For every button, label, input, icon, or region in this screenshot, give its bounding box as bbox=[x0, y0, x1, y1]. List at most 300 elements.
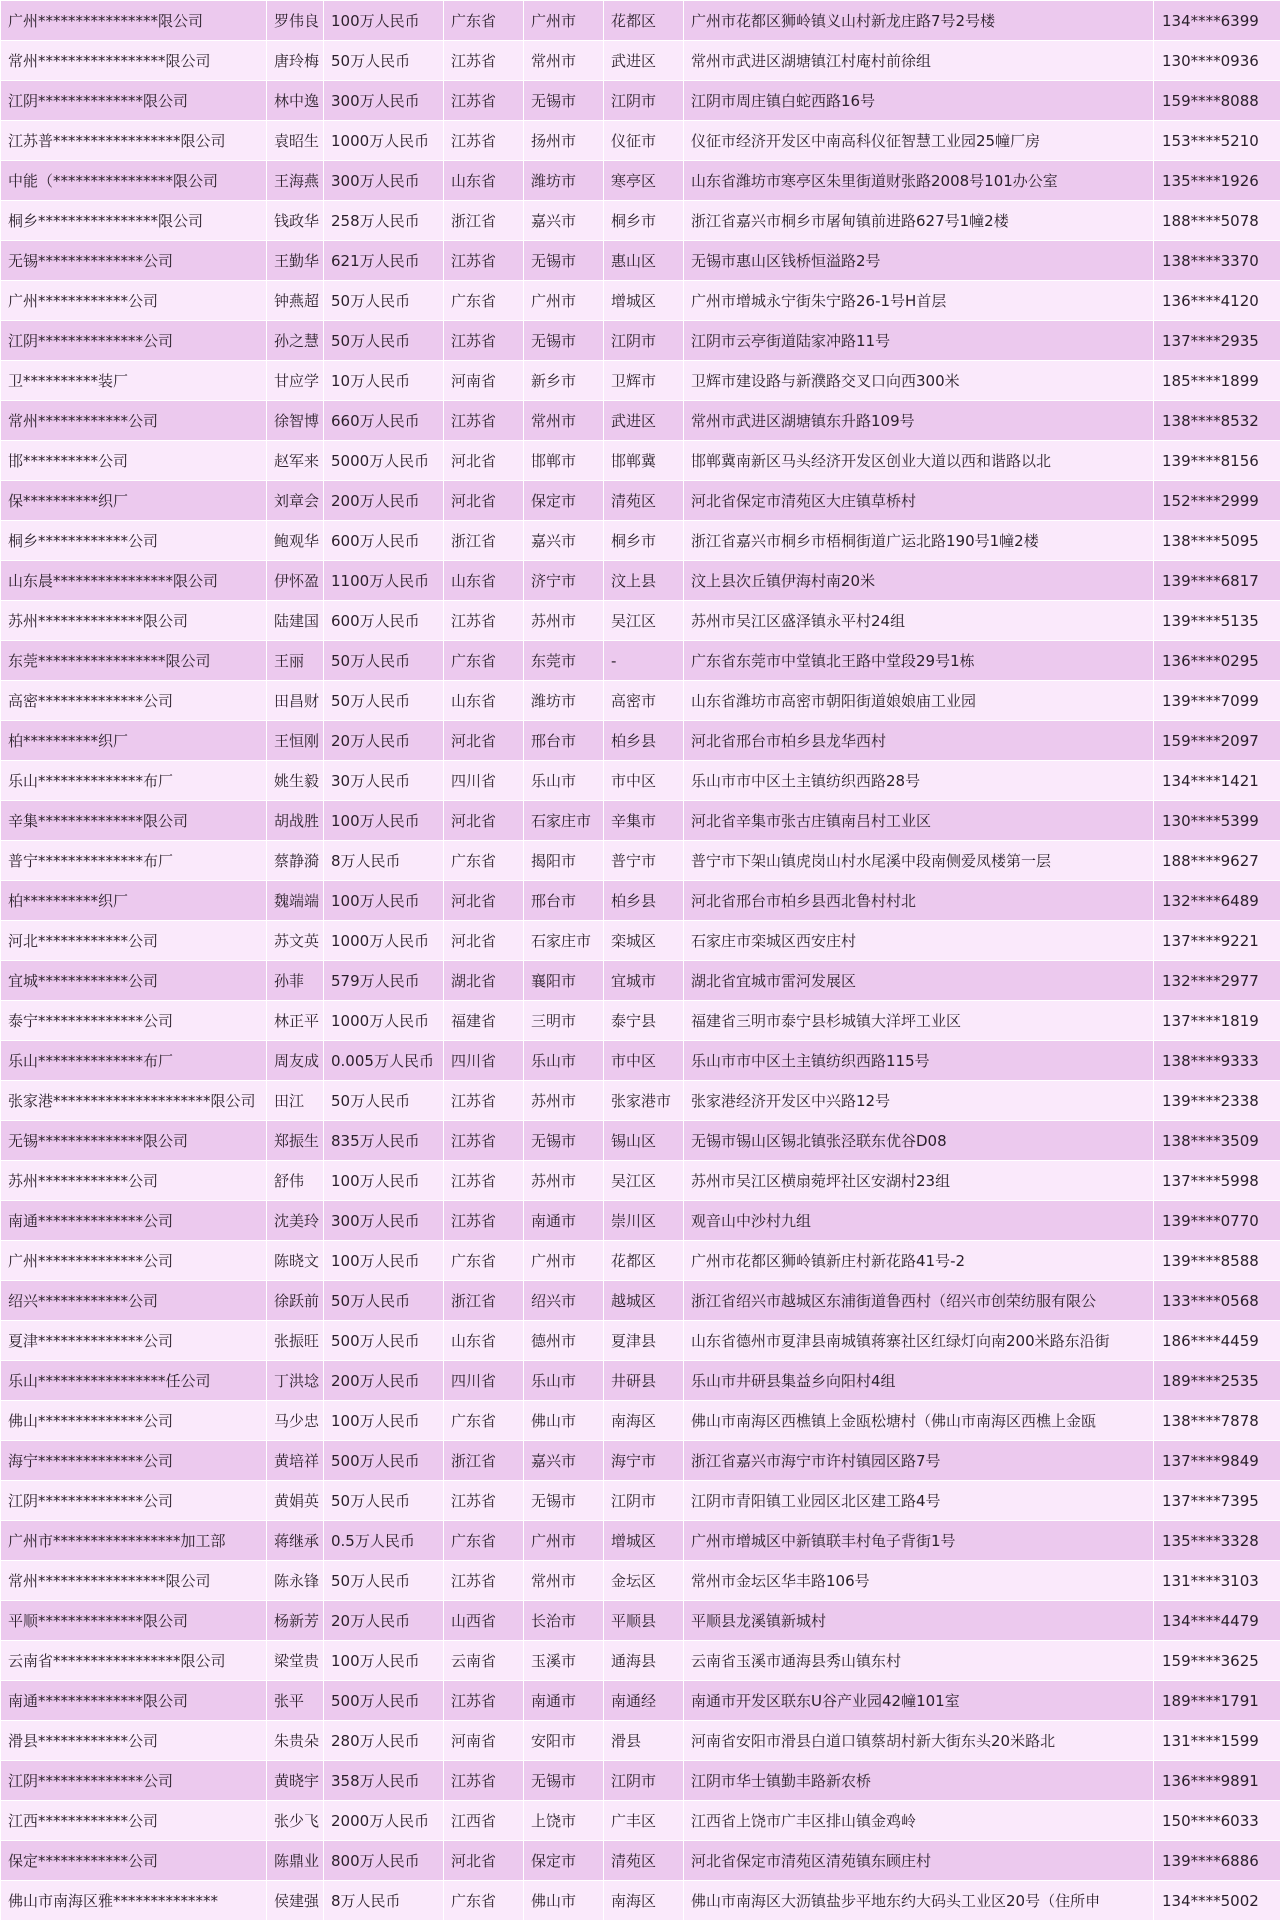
province-cell: 江苏省 bbox=[444, 1761, 524, 1801]
city-cell: 绍兴市 bbox=[524, 1281, 604, 1321]
table-row bbox=[1, 1761, 1280, 1801]
province-cell: 广东省 bbox=[444, 1881, 524, 1921]
phone-cell: 137****5998 bbox=[1154, 1161, 1280, 1201]
registered-capital-cell: 280万人民币 bbox=[324, 1721, 444, 1761]
legal-rep-cell: 孙之慧 bbox=[267, 321, 324, 361]
phone-cell: 130****0936 bbox=[1154, 41, 1280, 81]
table-row bbox=[1, 641, 1280, 681]
legal-rep-cell: 罗伟良 bbox=[267, 1, 324, 41]
address-cell: 河南省安阳市滑县白道口镇蔡胡村新大街东头20米路北 bbox=[684, 1721, 1154, 1761]
address-cell: 广东省东莞市中堂镇北王路中堂段29号1栋 bbox=[684, 641, 1154, 681]
province-cell: 浙江省 bbox=[444, 521, 524, 561]
registered-capital-cell: 600万人民币 bbox=[324, 601, 444, 641]
city-cell: 长治市 bbox=[524, 1601, 604, 1641]
legal-rep-cell: 田昌财 bbox=[267, 681, 324, 721]
table-row bbox=[1, 1201, 1280, 1241]
city-cell: 常州市 bbox=[524, 1561, 604, 1601]
address-cell: 佛山市南海区西樵镇上金瓯松塘村（佛山市南海区西樵上金瓯 bbox=[684, 1401, 1154, 1441]
address-cell: 观音山中沙村九组 bbox=[684, 1201, 1154, 1241]
legal-rep-cell: 朱贵朵 bbox=[267, 1721, 324, 1761]
table-row bbox=[1, 521, 1280, 561]
legal-rep-cell: 徐智博 bbox=[267, 401, 324, 441]
registered-capital-cell: 300万人民币 bbox=[324, 161, 444, 201]
province-cell: 河北省 bbox=[444, 481, 524, 521]
phone-cell: 159****2097 bbox=[1154, 721, 1280, 761]
phone-cell: 188****9627 bbox=[1154, 841, 1280, 881]
phone-cell: 189****2535 bbox=[1154, 1361, 1280, 1401]
company-name-cell: 无锡**************公司 bbox=[1, 241, 267, 281]
province-cell: 河北省 bbox=[444, 881, 524, 921]
legal-rep-cell: 杨新芳 bbox=[267, 1601, 324, 1641]
address-cell: 云南省玉溪市通海县秀山镇东村 bbox=[684, 1641, 1154, 1681]
phone-cell: 132****2977 bbox=[1154, 961, 1280, 1001]
company-name-cell: 广州**************公司 bbox=[1, 1241, 267, 1281]
city-cell: 无锡市 bbox=[524, 1481, 604, 1521]
registered-capital-cell: 100万人民币 bbox=[324, 881, 444, 921]
province-cell: 广东省 bbox=[444, 281, 524, 321]
district-cell: 普宁市 bbox=[604, 841, 684, 881]
registered-capital-cell: 300万人民币 bbox=[324, 1201, 444, 1241]
company-name-cell: 乐山**************布厂 bbox=[1, 761, 267, 801]
company-name-cell: 乐山*****************任公司 bbox=[1, 1361, 267, 1401]
province-cell: 江苏省 bbox=[444, 1081, 524, 1121]
province-cell: 河北省 bbox=[444, 1841, 524, 1881]
city-cell: 德州市 bbox=[524, 1321, 604, 1361]
legal-rep-cell: 伊怀盈 bbox=[267, 561, 324, 601]
address-cell: 张家港经济开发区中兴路12号 bbox=[684, 1081, 1154, 1121]
registered-capital-cell: 20万人民币 bbox=[324, 1601, 444, 1641]
company-name-cell: 夏津**************公司 bbox=[1, 1321, 267, 1361]
company-name-cell: 保**********织厂 bbox=[1, 481, 267, 521]
phone-cell: 139****8588 bbox=[1154, 1241, 1280, 1281]
registered-capital-cell: 358万人民币 bbox=[324, 1761, 444, 1801]
city-cell: 苏州市 bbox=[524, 601, 604, 641]
registered-capital-cell: 100万人民币 bbox=[324, 1, 444, 41]
registered-capital-cell: 5000万人民币 bbox=[324, 441, 444, 481]
phone-cell: 131****3103 bbox=[1154, 1561, 1280, 1601]
table-row bbox=[1, 1361, 1280, 1401]
registered-capital-cell: 200万人民币 bbox=[324, 1361, 444, 1401]
district-cell: 金坛区 bbox=[604, 1561, 684, 1601]
phone-cell: 130****5399 bbox=[1154, 801, 1280, 841]
company-name-cell: 保定************公司 bbox=[1, 1841, 267, 1881]
city-cell: 无锡市 bbox=[524, 321, 604, 361]
company-name-cell: 中能（****************限公司 bbox=[1, 161, 267, 201]
address-cell: 无锡市惠山区钱桥恒溢路2号 bbox=[684, 241, 1154, 281]
district-cell: - bbox=[604, 641, 684, 681]
province-cell: 江苏省 bbox=[444, 601, 524, 641]
legal-rep-cell: 钟燕超 bbox=[267, 281, 324, 321]
table-row bbox=[1, 961, 1280, 1001]
city-cell: 南通市 bbox=[524, 1681, 604, 1721]
phone-cell: 188****5078 bbox=[1154, 201, 1280, 241]
phone-cell: 134****1421 bbox=[1154, 761, 1280, 801]
city-cell: 济宁市 bbox=[524, 561, 604, 601]
address-cell: 浙江省嘉兴市桐乡市梧桐街道广运北路190号1幢2楼 bbox=[684, 521, 1154, 561]
legal-rep-cell: 孙菲 bbox=[267, 961, 324, 1001]
phone-cell: 139****0770 bbox=[1154, 1201, 1280, 1241]
company-name-cell: 江阴**************公司 bbox=[1, 1761, 267, 1801]
legal-rep-cell: 陈永锋 bbox=[267, 1561, 324, 1601]
company-name-cell: 江苏普*****************限公司 bbox=[1, 121, 267, 161]
city-cell: 乐山市 bbox=[524, 1361, 604, 1401]
legal-rep-cell: 沈美玲 bbox=[267, 1201, 324, 1241]
registered-capital-cell: 579万人民币 bbox=[324, 961, 444, 1001]
legal-rep-cell: 黄培祥 bbox=[267, 1441, 324, 1481]
city-cell: 邯郸市 bbox=[524, 441, 604, 481]
phone-cell: 136****0295 bbox=[1154, 641, 1280, 681]
registered-capital-cell: 50万人民币 bbox=[324, 681, 444, 721]
district-cell: 吴江区 bbox=[604, 601, 684, 641]
registered-capital-cell: 300万人民币 bbox=[324, 81, 444, 121]
district-cell: 惠山区 bbox=[604, 241, 684, 281]
table-row bbox=[1, 441, 1280, 481]
city-cell: 无锡市 bbox=[524, 1761, 604, 1801]
district-cell: 越城区 bbox=[604, 1281, 684, 1321]
address-cell: 河北省邢台市柏乡县龙华西村 bbox=[684, 721, 1154, 761]
company-name-cell: 广州************公司 bbox=[1, 281, 267, 321]
city-cell: 嘉兴市 bbox=[524, 201, 604, 241]
company-name-cell: 平顺**************限公司 bbox=[1, 1601, 267, 1641]
table-row bbox=[1, 921, 1280, 961]
province-cell: 河南省 bbox=[444, 361, 524, 401]
table-row bbox=[1, 1881, 1280, 1921]
city-cell: 上饶市 bbox=[524, 1801, 604, 1841]
province-cell: 江苏省 bbox=[444, 1201, 524, 1241]
legal-rep-cell: 张振旺 bbox=[267, 1321, 324, 1361]
registered-capital-cell: 0.005万人民币 bbox=[324, 1041, 444, 1081]
registered-capital-cell: 50万人民币 bbox=[324, 1281, 444, 1321]
table-row bbox=[1, 1561, 1280, 1601]
registered-capital-cell: 600万人民币 bbox=[324, 521, 444, 561]
province-cell: 河北省 bbox=[444, 921, 524, 961]
district-cell: 崇川区 bbox=[604, 1201, 684, 1241]
district-cell: 南通经 bbox=[604, 1681, 684, 1721]
province-cell: 江苏省 bbox=[444, 1121, 524, 1161]
phone-cell: 137****2935 bbox=[1154, 321, 1280, 361]
district-cell: 江阴市 bbox=[604, 1761, 684, 1801]
table-row bbox=[1, 561, 1280, 601]
registered-capital-cell: 50万人民币 bbox=[324, 41, 444, 81]
address-cell: 邯郸冀南新区马头经济开发区创业大道以西和谐路以北 bbox=[684, 441, 1154, 481]
address-cell: 广州市花都区狮岭镇义山村新龙庄路7号2号楼 bbox=[684, 1, 1154, 41]
legal-rep-cell: 丁洪埝 bbox=[267, 1361, 324, 1401]
table-row bbox=[1, 1241, 1280, 1281]
phone-cell: 138****8532 bbox=[1154, 401, 1280, 441]
city-cell: 玉溪市 bbox=[524, 1641, 604, 1681]
table-row bbox=[1, 761, 1280, 801]
company-name-cell: 常州*****************限公司 bbox=[1, 1561, 267, 1601]
table-row bbox=[1, 361, 1280, 401]
district-cell: 增城区 bbox=[604, 1521, 684, 1561]
phone-cell: 138****7878 bbox=[1154, 1401, 1280, 1441]
address-cell: 苏州市吴江区横扇菀坪社区安湖村23组 bbox=[684, 1161, 1154, 1201]
registered-capital-cell: 258万人民币 bbox=[324, 201, 444, 241]
province-cell: 广东省 bbox=[444, 841, 524, 881]
district-cell: 吴江区 bbox=[604, 1161, 684, 1201]
province-cell: 广东省 bbox=[444, 641, 524, 681]
district-cell: 广丰区 bbox=[604, 1801, 684, 1841]
district-cell: 汶上县 bbox=[604, 561, 684, 601]
address-cell: 山东省潍坊市高密市朝阳街道娘娘庙工业园 bbox=[684, 681, 1154, 721]
company-name-cell: 河北************公司 bbox=[1, 921, 267, 961]
registered-capital-cell: 2000万人民币 bbox=[324, 1801, 444, 1841]
phone-cell: 185****1899 bbox=[1154, 361, 1280, 401]
table-row bbox=[1, 1681, 1280, 1721]
district-cell: 南海区 bbox=[604, 1401, 684, 1441]
table-row bbox=[1, 1041, 1280, 1081]
province-cell: 福建省 bbox=[444, 1001, 524, 1041]
registered-capital-cell: 800万人民币 bbox=[324, 1841, 444, 1881]
table-row bbox=[1, 1401, 1280, 1441]
company-name-cell: 苏州**************限公司 bbox=[1, 601, 267, 641]
city-cell: 常州市 bbox=[524, 401, 604, 441]
registered-capital-cell: 30万人民币 bbox=[324, 761, 444, 801]
address-cell: 江阴市青阳镇工业园区北区建工路4号 bbox=[684, 1481, 1154, 1521]
registered-capital-cell: 500万人民币 bbox=[324, 1681, 444, 1721]
district-cell: 柏乡县 bbox=[604, 721, 684, 761]
province-cell: 江苏省 bbox=[444, 1161, 524, 1201]
company-name-cell: 辛集**************限公司 bbox=[1, 801, 267, 841]
registered-capital-cell: 10万人民币 bbox=[324, 361, 444, 401]
city-cell: 广州市 bbox=[524, 1521, 604, 1561]
registered-capital-cell: 50万人民币 bbox=[324, 281, 444, 321]
province-cell: 河北省 bbox=[444, 441, 524, 481]
address-cell: 河北省保定市清苑区大庄镇草桥村 bbox=[684, 481, 1154, 521]
legal-rep-cell: 王海燕 bbox=[267, 161, 324, 201]
phone-cell: 139****5135 bbox=[1154, 601, 1280, 641]
city-cell: 邢台市 bbox=[524, 721, 604, 761]
legal-rep-cell: 蒋继承 bbox=[267, 1521, 324, 1561]
legal-rep-cell: 甘应学 bbox=[267, 361, 324, 401]
province-cell: 广东省 bbox=[444, 1, 524, 41]
province-cell: 四川省 bbox=[444, 1361, 524, 1401]
phone-cell: 134****6399 bbox=[1154, 1, 1280, 41]
city-cell: 苏州市 bbox=[524, 1081, 604, 1121]
table-row bbox=[1, 481, 1280, 521]
province-cell: 山西省 bbox=[444, 1601, 524, 1641]
table-row bbox=[1, 241, 1280, 281]
table-row bbox=[1, 161, 1280, 201]
table-row bbox=[1, 1641, 1280, 1681]
city-cell: 佛山市 bbox=[524, 1881, 604, 1921]
district-cell: 辛集市 bbox=[604, 801, 684, 841]
company-name-cell: 江阴**************公司 bbox=[1, 1481, 267, 1521]
city-cell: 无锡市 bbox=[524, 1121, 604, 1161]
city-cell: 石家庄市 bbox=[524, 801, 604, 841]
company-name-cell: 山东晨****************限公司 bbox=[1, 561, 267, 601]
registered-capital-cell: 1000万人民币 bbox=[324, 121, 444, 161]
province-cell: 四川省 bbox=[444, 761, 524, 801]
phone-cell: 139****2338 bbox=[1154, 1081, 1280, 1121]
company-name-cell: 柏**********织厂 bbox=[1, 881, 267, 921]
phone-cell: 159****3625 bbox=[1154, 1641, 1280, 1681]
legal-rep-cell: 赵军来 bbox=[267, 441, 324, 481]
address-cell: 江阴市周庄镇白蛇西路16号 bbox=[684, 81, 1154, 121]
legal-rep-cell: 张少飞 bbox=[267, 1801, 324, 1841]
legal-rep-cell: 田江 bbox=[267, 1081, 324, 1121]
company-name-cell: 江阴**************公司 bbox=[1, 321, 267, 361]
phone-cell: 139****8156 bbox=[1154, 441, 1280, 481]
province-cell: 浙江省 bbox=[444, 201, 524, 241]
province-cell: 山东省 bbox=[444, 161, 524, 201]
legal-rep-cell: 陆建国 bbox=[267, 601, 324, 641]
city-cell: 东莞市 bbox=[524, 641, 604, 681]
province-cell: 江苏省 bbox=[444, 1481, 524, 1521]
table-row bbox=[1, 1801, 1280, 1841]
address-cell: 江西省上饶市广丰区排山镇金鸡岭 bbox=[684, 1801, 1154, 1841]
legal-rep-cell: 蔡静漪 bbox=[267, 841, 324, 881]
table-body bbox=[1, 1, 1280, 1921]
legal-rep-cell: 陈鼎业 bbox=[267, 1841, 324, 1881]
province-cell: 江苏省 bbox=[444, 1561, 524, 1601]
city-cell: 安阳市 bbox=[524, 1721, 604, 1761]
address-cell: 河北省邢台市柏乡县西北鲁村村北 bbox=[684, 881, 1154, 921]
legal-rep-cell: 郑振生 bbox=[267, 1121, 324, 1161]
legal-rep-cell: 王勤华 bbox=[267, 241, 324, 281]
province-cell: 浙江省 bbox=[444, 1441, 524, 1481]
address-cell: 仪征市经济开发区中南高科仪征智慧工业园25幢厂房 bbox=[684, 121, 1154, 161]
company-name-cell: 无锡**************限公司 bbox=[1, 1121, 267, 1161]
table-row bbox=[1, 1521, 1280, 1561]
province-cell: 广东省 bbox=[444, 1401, 524, 1441]
district-cell: 武进区 bbox=[604, 41, 684, 81]
address-cell: 浙江省嘉兴市海宁市许村镇园区路7号 bbox=[684, 1441, 1154, 1481]
company-name-cell: 桐乡************公司 bbox=[1, 521, 267, 561]
table-row bbox=[1, 881, 1280, 921]
phone-cell: 150****6033 bbox=[1154, 1801, 1280, 1841]
registered-capital-cell: 200万人民币 bbox=[324, 481, 444, 521]
registered-capital-cell: 1100万人民币 bbox=[324, 561, 444, 601]
district-cell: 柏乡县 bbox=[604, 881, 684, 921]
address-cell: 江阴市华士镇勤丰路新农桥 bbox=[684, 1761, 1154, 1801]
address-cell: 常州市金坛区华丰路106号 bbox=[684, 1561, 1154, 1601]
table-row bbox=[1, 841, 1280, 881]
table-row bbox=[1, 41, 1280, 81]
phone-cell: 136****9891 bbox=[1154, 1761, 1280, 1801]
phone-cell: 137****9849 bbox=[1154, 1441, 1280, 1481]
city-cell: 南通市 bbox=[524, 1201, 604, 1241]
company-name-cell: 邯**********公司 bbox=[1, 441, 267, 481]
district-cell: 夏津县 bbox=[604, 1321, 684, 1361]
phone-cell: 159****8088 bbox=[1154, 81, 1280, 121]
address-cell: 苏州市吴江区盛泽镇永平村24组 bbox=[684, 601, 1154, 641]
table-row bbox=[1, 1321, 1280, 1361]
address-cell: 普宁市下架山镇虎岗山村水尾溪中段南侧爱凤楼第一层 bbox=[684, 841, 1154, 881]
company-name-cell: 佛山**************公司 bbox=[1, 1401, 267, 1441]
legal-rep-cell: 马少忠 bbox=[267, 1401, 324, 1441]
registered-capital-cell: 835万人民币 bbox=[324, 1121, 444, 1161]
city-cell: 扬州市 bbox=[524, 121, 604, 161]
city-cell: 石家庄市 bbox=[524, 921, 604, 961]
registered-capital-cell: 1000万人民币 bbox=[324, 1001, 444, 1041]
phone-cell: 153****5210 bbox=[1154, 121, 1280, 161]
district-cell: 桐乡市 bbox=[604, 521, 684, 561]
legal-rep-cell: 陈晓文 bbox=[267, 1241, 324, 1281]
city-cell: 新乡市 bbox=[524, 361, 604, 401]
company-name-cell: 桐乡****************限公司 bbox=[1, 201, 267, 241]
company-name-cell: 海宁**************公司 bbox=[1, 1441, 267, 1481]
company-name-cell: 高密**************公司 bbox=[1, 681, 267, 721]
legal-rep-cell: 林中逸 bbox=[267, 81, 324, 121]
address-cell: 乐山市井研县集益乡向阳村4组 bbox=[684, 1361, 1154, 1401]
district-cell: 高密市 bbox=[604, 681, 684, 721]
table-row bbox=[1, 1121, 1280, 1161]
address-cell: 浙江省绍兴市越城区东浦街道鲁西村（绍兴市创荣纺服有限公 bbox=[684, 1281, 1154, 1321]
phone-cell: 138****3509 bbox=[1154, 1121, 1280, 1161]
city-cell: 保定市 bbox=[524, 1841, 604, 1881]
registered-capital-cell: 8万人民币 bbox=[324, 1881, 444, 1921]
city-cell: 无锡市 bbox=[524, 241, 604, 281]
legal-rep-cell: 唐玲梅 bbox=[267, 41, 324, 81]
district-cell: 通海县 bbox=[604, 1641, 684, 1681]
address-cell: 浙江省嘉兴市桐乡市屠甸镇前进路627号1幢2楼 bbox=[684, 201, 1154, 241]
province-cell: 江苏省 bbox=[444, 41, 524, 81]
legal-rep-cell: 钱政华 bbox=[267, 201, 324, 241]
city-cell: 佛山市 bbox=[524, 1401, 604, 1441]
legal-rep-cell: 魏端端 bbox=[267, 881, 324, 921]
legal-rep-cell: 梁堂贵 bbox=[267, 1641, 324, 1681]
district-cell: 泰宁县 bbox=[604, 1001, 684, 1041]
company-name-cell: 云南省*****************限公司 bbox=[1, 1641, 267, 1681]
city-cell: 揭阳市 bbox=[524, 841, 604, 881]
phone-cell: 138****3370 bbox=[1154, 241, 1280, 281]
table-row bbox=[1, 601, 1280, 641]
legal-rep-cell: 徐跃前 bbox=[267, 1281, 324, 1321]
registered-capital-cell: 0.5万人民币 bbox=[324, 1521, 444, 1561]
company-name-cell: 乐山**************布厂 bbox=[1, 1041, 267, 1081]
phone-cell: 152****2999 bbox=[1154, 481, 1280, 521]
district-cell: 井研县 bbox=[604, 1361, 684, 1401]
district-cell: 寒亭区 bbox=[604, 161, 684, 201]
phone-cell: 134****5002 bbox=[1154, 1881, 1280, 1921]
phone-cell: 135****1926 bbox=[1154, 161, 1280, 201]
address-cell: 山东省潍坊市寒亭区朱里街道财张路2008号101办公室 bbox=[684, 161, 1154, 201]
city-cell: 乐山市 bbox=[524, 1041, 604, 1081]
registered-capital-cell: 100万人民币 bbox=[324, 1401, 444, 1441]
table-row bbox=[1, 681, 1280, 721]
company-name-cell: 南通**************限公司 bbox=[1, 1681, 267, 1721]
company-name-cell: 常州************公司 bbox=[1, 401, 267, 441]
registered-capital-cell: 660万人民币 bbox=[324, 401, 444, 441]
district-cell: 花都区 bbox=[604, 1, 684, 41]
table-row bbox=[1, 801, 1280, 841]
district-cell: 花都区 bbox=[604, 1241, 684, 1281]
registered-capital-cell: 50万人民币 bbox=[324, 1561, 444, 1601]
phone-cell: 134****4479 bbox=[1154, 1601, 1280, 1641]
legal-rep-cell: 姚生毅 bbox=[267, 761, 324, 801]
district-cell: 仪征市 bbox=[604, 121, 684, 161]
address-cell: 佛山市南海区大沥镇盐步平地东约大码头工业区20号（住所申 bbox=[684, 1881, 1154, 1921]
company-name-cell: 广州市*****************加工部 bbox=[1, 1521, 267, 1561]
address-cell: 河北省辛集市张古庄镇南吕村工业区 bbox=[684, 801, 1154, 841]
city-cell: 无锡市 bbox=[524, 81, 604, 121]
address-cell: 广州市增城永宁街朱宁路26-1号H首层 bbox=[684, 281, 1154, 321]
legal-rep-cell: 周友成 bbox=[267, 1041, 324, 1081]
address-cell: 常州市武进区湖塘镇东升路109号 bbox=[684, 401, 1154, 441]
registered-capital-cell: 50万人民币 bbox=[324, 321, 444, 361]
table-row bbox=[1, 201, 1280, 241]
company-name-cell: 滑县************公司 bbox=[1, 1721, 267, 1761]
registered-capital-cell: 50万人民币 bbox=[324, 1481, 444, 1521]
phone-cell: 139****7099 bbox=[1154, 681, 1280, 721]
phone-cell: 135****3328 bbox=[1154, 1521, 1280, 1561]
province-cell: 山东省 bbox=[444, 561, 524, 601]
company-name-cell: 绍兴************公司 bbox=[1, 1281, 267, 1321]
province-cell: 山东省 bbox=[444, 1321, 524, 1361]
registered-capital-cell: 8万人民币 bbox=[324, 841, 444, 881]
table-row bbox=[1, 1161, 1280, 1201]
